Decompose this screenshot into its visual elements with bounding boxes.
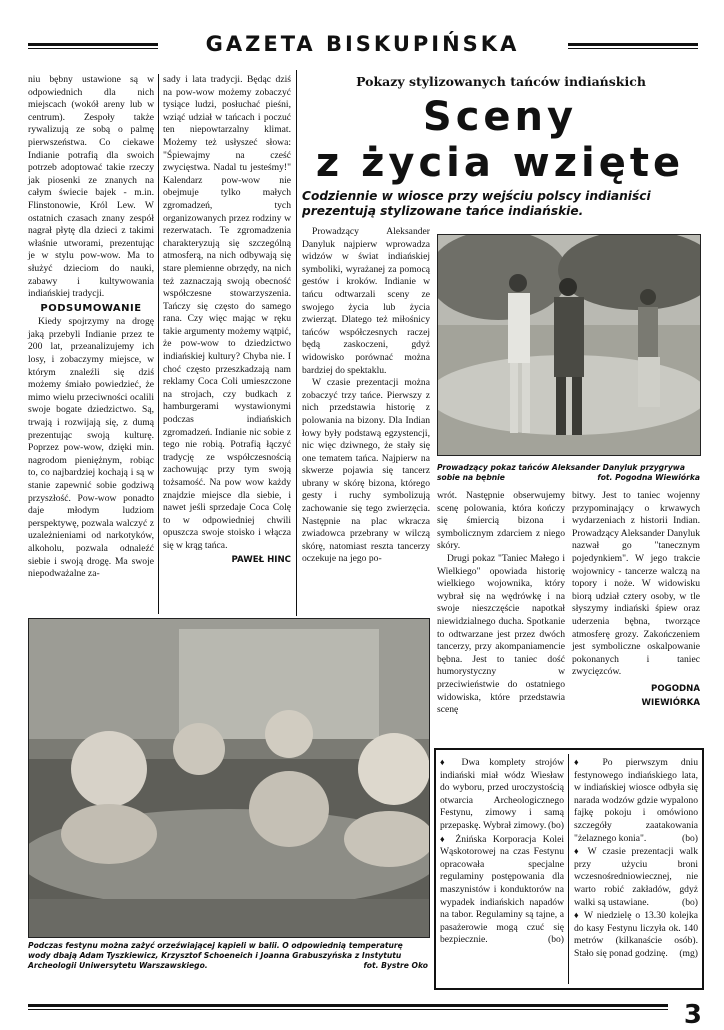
main-article-paragraph: Prowadzący Aleksander Danyluk najpierw wprowadza widzów w świat indiańskiej symboliki, wyrażanej za pomocą gestów i kroków. Indianie w tańcu odtwarzali sceny ze swojego życia lub życia zwierząt. Dlatego też miłośnicy tańców współczesnych raczej będą zaskoczeni, gdyż widowisko porównać można bardziej do spektaklu. [302,226,430,376]
news-item [574,845,698,909]
news-item-text: W niedzielę o 13.30 kolejka do kasy Festynu liczyła ok. 140 metrów (kilkanaście osób). Stało się ponad godzinę. [574,910,698,959]
diamond-bullet-icon: ♦ [574,757,590,767]
main-article-paragraph: bitwy. Jest to taniec wojenny przypominający o krwawych wydarzeniach z historii Indian. Prowadzący Aleksander Danyluk nazwał go "tanecznym pojedynkiem". W jego trakcie wojownicy - tancerze walczą na topory i noże. W widowisku biorą udział cztery osoby, w tle słyszymy indiański śpiew oraz uderzenia bębna, tworzące atmosferę grozy. Zakończeniem jest symboliczne oskalpowanie pokonanych i taniec zwycięzców. [572,490,700,678]
page-number: 3 [683,1000,702,1030]
bathing-photo-image [29,619,429,937]
news-item-text: Dwa komplety strojów indiański miał wódz Wiesław do wyboru, przed uroczystością otwarcia Archeologicznego Festynu, zimowy i samą przepaskę. Wybrał zimowy. [440,757,564,831]
left-article-column-1 [28,74,154,581]
news-item-tag: (bo) [548,934,564,946]
news-box-column-1 [440,756,564,947]
bathing-photo-caption-text: Podczas festynu można zażyć orzeźwiającej kąpieli w balii. O odpowiednią temperaturę wody dbają Adam Tyszkiewicz, Krzysztof Schoeneich i Joanna Grabuszyńska z Instytutu Archeologii Uniwersytetu Warszawskiego. [28,941,403,970]
news-item-tag: (bo) [548,819,564,831]
article-kicker: Pokazy stylizowanych tańców indiańskich [356,74,646,89]
masthead-title: GAZETA BISKUPIŃSKA [205,32,520,56]
left-article-paragraph: niu bębny ustawione są w odpowiednich dla nich miejscach (wokół areny lub w centrum). Zespoły także rywalizują ze sobą o palmę pierwszeństwa. Co ciekawe Indianie potrafią dla swoich potrzeb adoptować takie rzeczy jak piosenki ze znanych na całym świecie bajek - m.in. Flinstonowie, Król Lew. W ostatnich czasach znany zespół nagrał płytę dla dzieci z takimi właśnie utworami, prezentując je w stylu pow-wow. Ma to służyć dzieciom do nauki, zabawy i kultywowania indiańskiej tradycji. [28,74,154,300]
news-item [440,756,564,833]
article-signature-line-1: POGODNA [651,683,700,694]
main-article-column-b [437,490,565,717]
section-subhead: PODSUMOWANIE [40,302,142,314]
news-item-text: Po pierwszym dniu festynowego indiańskiego lata, w indiańskiej wiosce odbyła się narada wodzów gdzie wypalono fajkę pokoju i omówiono szczegóły zaatakowania "żelaznego konia". [574,757,698,844]
news-item [440,833,564,947]
main-article-paragraph: Drugi pokaz "Taniec Małego i Wielkiego" opowiada historię wielkiego wojownika, który wybrał się na wędrówkę i na swoje nieszczęście napotkał niewidzialnego ducha. Spotkanie to odtwarzane jest przez dwóch tancerzy, przy akompaniamencie bębna. Jest to taniec dość humorystyczny w przeciwieństwie do ostatniego widowiska, które przedstawia scenę [437,552,565,716]
article-signature-line-2: WIEWIÓRKA [641,697,700,708]
main-article-paragraph: W czasie prezentacji można zobaczyć trzy tańce. Pierwszy z nich przedstawia historię z polowania na bizony. Dla Indian łowy były podstawą egzystencji, nic więc dziwnego, że stały się one tematem tańca. Najpierw na skwerze pojawia się tancerz ubrany w skórę bizona, którego gesty i ruchy symbolizują zachowanie się tego zwierzęcia. Następnie na plac wkracza zwiadowca przebrany w wilczą skórę, natomiast reszta tancerzy oczekuje na jego po- [302,377,430,565]
news-item [574,756,698,845]
dancer-photo-caption [437,463,700,483]
dancer-photo-credit: fot. Pogodna Wiewiórka [597,473,700,482]
bathing-photo-credit: fot. Bystre Oko [363,961,428,970]
news-item-tag: (mg) [679,947,698,959]
dancer-photo-caption-text: Prowadzący pokaz tańców Aleksander Danyluk przygrywa sobie na bębnie [437,463,685,482]
left-article-paragraph: sady i lata tradycji. Będąc dziś na pow-wow możemy zobaczyć tysiące ludzi, posłuchać pieśni, wziąć udział w tańcach i poczuć ten niepowtarzalny klimat. Możemy też usłyszeć słowa: "Śpiewajmy na cześć zwycięstwa. Nadal tu jesteśmy!" Kalendarz pow-wow nie obejmuje tylko małych zgromadzeń, tych organizowanych przez rodziny w rezerwatach. Te zgromadzenia charakteryzują się szczególną atmosferą, na nich odbywają się stare plemienne obrzędy, na nich też zaznaczają swoją obecność współczesne stowarzyszenia. Tańczy się często do samego rana. Czy więc mając w ręku takie argumenty możemy wątpić, że pow-wow to dziedzictwo indiańskiej kultury? Chyba nie. I choć często przeszkadzają nam reklamy Coca Coli umieszczone na strojach, czy budkach z hamburgerami wystawionymi podczas indiańskich zgromadzeń. Indianie nic sobie z tego nie robią. Potrafią łączyć tradycję ze współczesnością zachowując przy tym swoją tożsamość. Na pow wow każdy znajdzie miejsce dla siebie, i nawet jeśli sprzedaje Coca Colę to w odpowiedniej chwili opuszcza swoje stoisko i włącza się w krąg tańca. [163,74,291,551]
main-article-paragraph: wrót. Następnie obserwujemy scenę polowania, która kończy się śmiercią bizona i symbolicznym zdarciem z niego skóry. [437,490,565,552]
article-lead: Codziennie w wiosce przy wejściu polscy indianiści prezentują stylizowane tańce indiańskie. [302,189,651,218]
footer-rule [28,1004,668,1010]
dancer-photo [437,234,701,456]
left-article-paragraph: Kiedy spojrzymy na drogę jaką przebyli Indianie przez te 200 lat, przeanalizujemy ich losy, i zobaczymy miejsce, w którym znaleźli się dziś możemy śmiało powiedzieć, że mimo wielu przeciwności ocalili swoje bogate dziedzictwo. Są, trwają i rozwijają się, z dumą prezentując swoją kulturę. Poprzez pow-wow, dzięki min. nagrodom pieniężnym, robiąc to, co najbardziej kochają i są w stanie zapewnić sobie godziwą przyszłość. Pow-wow ponadto daje młodym ludziom perspektywę, pozwala walczyć z uzależnieniami od narkotyków, alkoholu, pozwala odnaleźć siebie i swoją drogę. Ma swoje niepodważalne za- [28,316,154,580]
bathing-photo [28,618,430,938]
diamond-bullet-icon: ♦ [440,833,449,844]
left-article-column-2 [163,74,291,566]
news-item-text: Żnińska Korporacja Kolei Wąskotorowej na czas Festynu opracowała specjalne regulaminy postępowania dla maszynistów i konduktorów na wypadek indiańskich napadów na tabor. Regulaminy są tajne, a pasażerowie mogą czuć się bezpiecznie. [440,833,565,946]
article-signature: PAWEŁ HINC [231,554,291,565]
dancer-photo-image [438,235,700,455]
column-divider [158,74,159,614]
masthead-rule-left [28,43,158,49]
headline-line-1: Sceny [422,94,578,140]
news-item-tag: (bo) [682,896,698,908]
diamond-bullet-icon: ♦ [574,910,581,921]
diamond-bullet-icon: ♦ [440,757,452,767]
news-item-tag: (bo) [682,832,698,844]
column-divider [296,70,297,616]
news-box-divider [568,754,569,984]
news-item [574,909,698,960]
main-article-column-c [572,490,700,709]
masthead-rule-right [568,43,698,49]
news-box [434,748,704,990]
news-box-column-2 [574,756,698,961]
bathing-photo-caption [28,941,428,971]
diamond-bullet-icon: ♦ [574,846,582,857]
main-article-column-a [302,226,430,566]
news-item-text: W czasie prezentacji walk przy użyciu broni wczesnośredniowiecznej, nie warto robić zakładów, gdyż walki są ustawiane. [574,846,699,908]
headline-line-2: z życia wzięte [315,140,685,186]
